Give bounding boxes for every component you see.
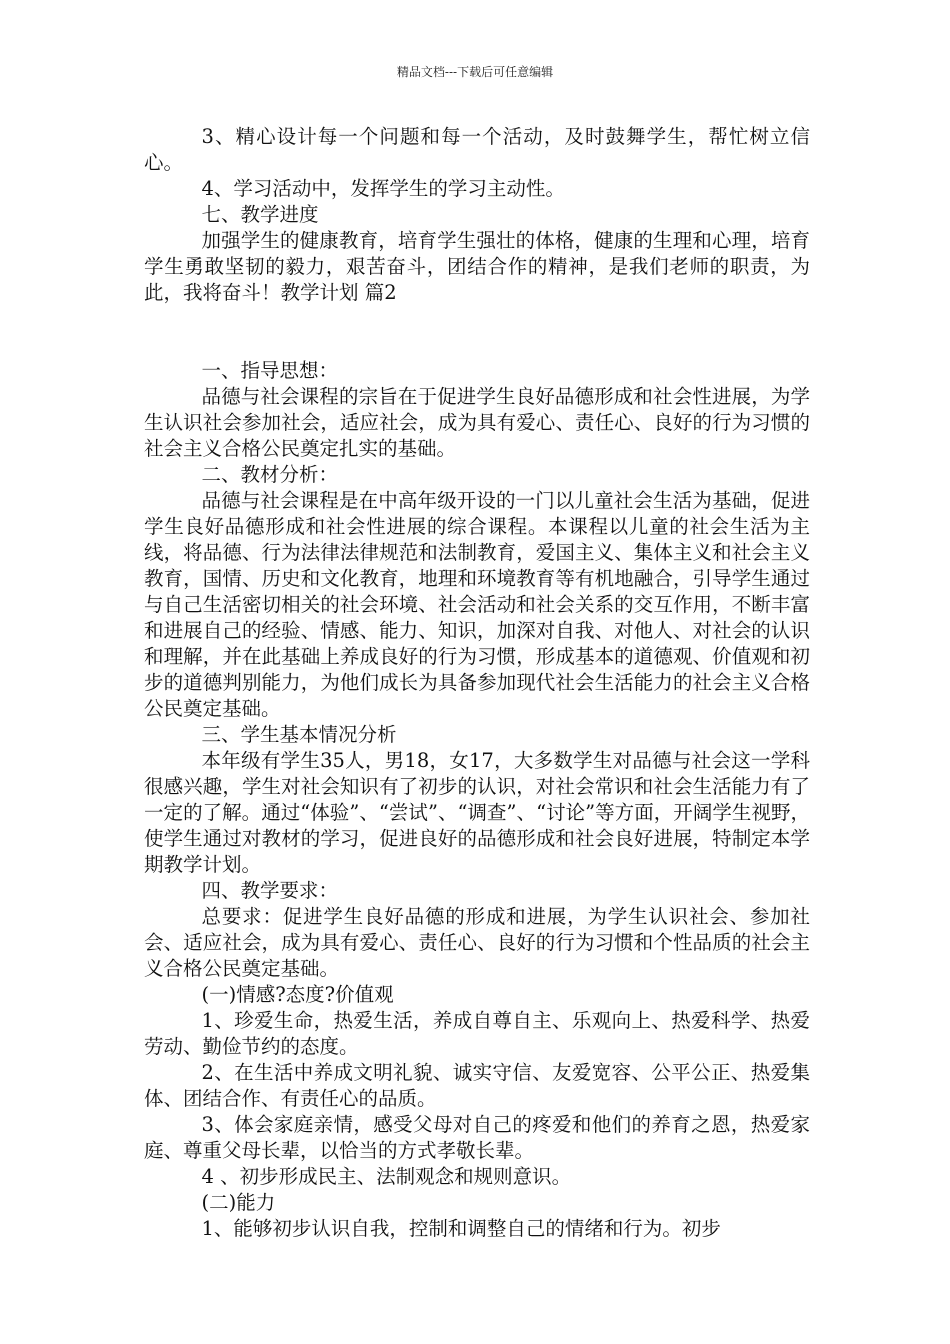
section-heading: 四、教学要求： [201,879,339,902]
section-heading: 二、教材分析： [201,463,339,486]
section-2 [144,358,810,1242]
paragraph: 3、精心设计每一个问题和每一个活动，及时鼓舞学生，帮忙树立信心。 [144,125,810,174]
paragraph: 总要求：促进学生良好品德的形成和进展，为学生认识社会、参加社会、适应社会，成为具有爱心、责任心、良好的行为习惯和个性品质的社会主义合格公民奠定基础。 [144,905,810,980]
spacer [144,306,810,358]
list-item: 2、在生活中养成文明礼貌、诚实守信、友爱宽容、公平公正、热爱集体、团结合作、有责任心的品质。 [144,1061,810,1110]
paragraph: 品德与社会课程是在中高年级开设的一门以儿童社会生活为基础，促进学生良好品德形成和社会性进展的综合课程。本课程以儿童的社会生活为主线，将品德、行为法律法律规范和法制教育，爱国主义、集体主义和社会主义教育，国情、历史和文化教育，地理和环境教育等有机地融合，引导学生通过与自己生活密切相关的社会环境、社会活动和社会关系的交互作用，不断丰富和进展自己的经验、情感、能力、知识，加深对自我、对他人、对社会的认识和理解，并在此基础上养成良好的行为习惯，形成基本的道德观、价值观和初步的道德判别能力，为他们成长为具备参加现代社会生活能力的社会主义合格公民奠定基础。 [144,489,810,720]
subsection-heading: (二)能力 [201,1191,276,1214]
list-item: 1、珍爱生命，热爱生活，养成自尊自主、乐观向上、热爱科学、热爱劳动、勤俭节约的态度。 [144,1009,810,1058]
list-item: 1、能够初步认识自我，控制和调整自己的情绪和行为。初步 [201,1217,721,1240]
subsection-heading: (一)情感?态度?价值观 [201,983,394,1006]
document-body [144,124,810,1242]
paragraph: 本年级有学生35人，男18，女17，大多数学生对品德与社会这一学科很感兴趣，学生对社会知识有了初步的认识，对社会常识和社会生活能力有了一定的了解。通过“体验”、“尝试”、“调查”、“讨论”等方面，开阔学生视野，使学生通过对教材的学习，促进良好的品德形成和社会良好进展，特制定本学期教学计划。 [144,749,810,876]
section-heading: 一、指导思想： [201,359,339,382]
section-heading: 三、学生基本情况分析 [201,723,397,746]
section-1 [144,124,810,306]
paragraph: 4、学习活动中，发挥学生的学习主动性。 [201,177,565,200]
list-item: 3、体会家庭亲情，感受父母对自己的疼爱和他们的养育之恩，热爱家庭、尊重父母长辈，以恰当的方式孝敬长辈。 [144,1113,810,1162]
paragraph: 加强学生的健康教育，培育学生强壮的体格，健康的生理和心理，培育学生勇敢坚韧的毅力，艰苦奋斗，团结合作的精神，是我们老师的职责，为此，我将奋斗！教学计划 篇2 [144,229,810,304]
page-header: 精品文档---下载后可任意编辑 [396,65,554,79]
paragraph: 品德与社会课程的宗旨在于促进学生良好品德形成和社会性进展，为学生认识社会参加社会，适应社会，成为具有爱心、责任心、良好的行为习惯的社会主义合格公民奠定扎实的基础。 [144,385,810,460]
section-heading: 七、教学进度 [201,203,319,226]
list-item: 4 、初步形成民主、法制观念和规则意识。 [201,1165,572,1188]
